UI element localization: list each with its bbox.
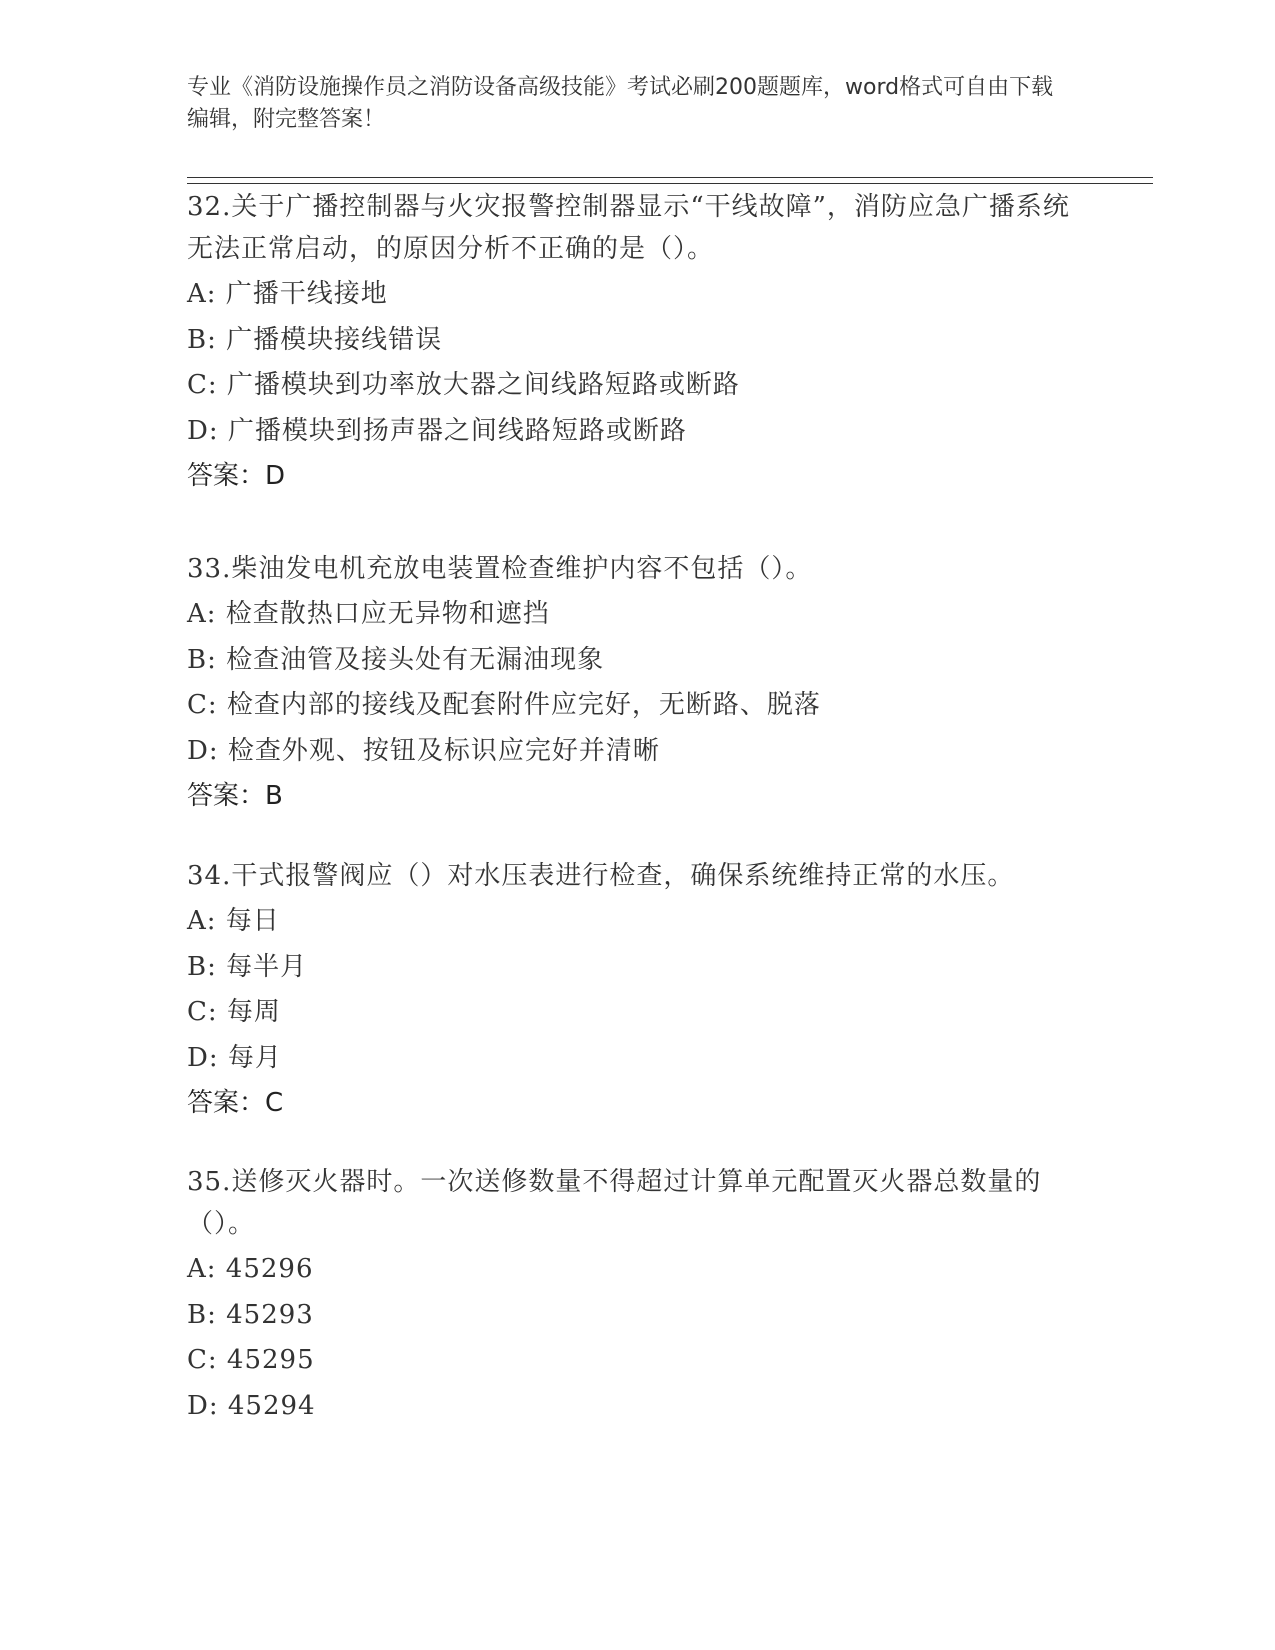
answer-text: 答案：B xyxy=(187,781,283,811)
option-c: C: 每周 xyxy=(187,997,281,1027)
option-b: B: 广播模块接线错误 xyxy=(187,324,443,355)
option-b: B: 每半月 xyxy=(187,951,308,982)
option-b: B: 45293 xyxy=(187,1299,314,1330)
question-stem: 32.关于广播控制器与火灾报警控制器显示“干线故障”，消防应急广播系统无法正常启动，的原因分析不正确的是（）。 xyxy=(187,192,1070,264)
question-32 xyxy=(187,186,1087,497)
question-stem: 35.送修灭火器时。一次送修数量不得超过计算单元配置灭火器总数量的（）。 xyxy=(187,1167,1042,1239)
answer-text: 答案：D xyxy=(187,461,286,491)
option-a: A: 广播干线接地 xyxy=(187,279,388,309)
option-d: D: 45294 xyxy=(187,1390,316,1421)
option-a: A: 每日 xyxy=(187,906,280,936)
option-d: D: 广播模块到扬声器之间线路短路或断路 xyxy=(187,415,687,446)
document-header: 专业《消防设施操作员之消防设备高级技能》考试必刷200题题库，word格式可自由下载编辑，附完整答案！ xyxy=(187,75,1054,132)
option-d: D: 检查外观、按钮及标识应完好并清晰 xyxy=(187,735,660,766)
option-d: D: 每月 xyxy=(187,1042,282,1073)
question-35 xyxy=(187,1161,1087,1430)
question-33 xyxy=(187,548,1087,817)
option-c: C: 检查内部的接线及配套附件应完好，无断路、脱落 xyxy=(187,690,821,720)
header-divider-top xyxy=(187,177,1153,178)
header-divider-bottom xyxy=(187,183,1153,184)
option-a: A: 检查散热口应无异物和遮挡 xyxy=(187,599,550,629)
question-stem: 34.干式报警阀应（）对水压表进行检查，确保系统维持正常的水压。 xyxy=(187,861,1015,891)
option-b: B: 检查油管及接头处有无漏油现象 xyxy=(187,644,605,675)
question-stem: 33.柴油发电机充放电装置检查维护内容不包括（）。 xyxy=(187,554,813,584)
option-c: C: 广播模块到功率放大器之间线路短路或断路 xyxy=(187,370,740,400)
option-c: C: 45295 xyxy=(187,1345,315,1375)
option-a: A: 45296 xyxy=(187,1254,314,1284)
question-34 xyxy=(187,855,1087,1124)
answer-text: 答案：C xyxy=(187,1088,284,1118)
